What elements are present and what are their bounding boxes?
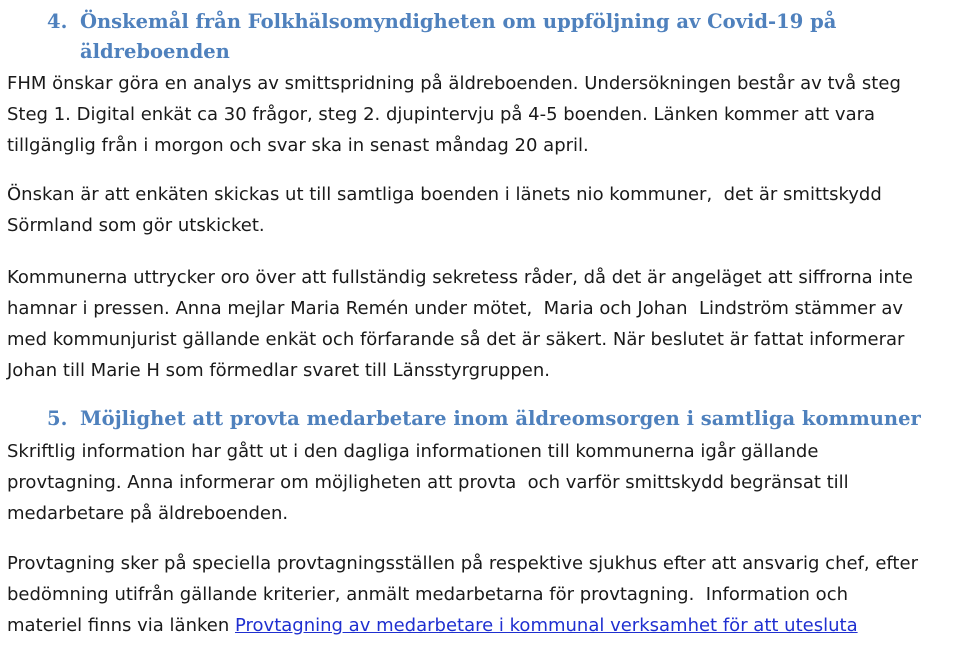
- text-line: bedömning utifrån gällande kriterier, anmält medarbetarna för provtagning. Information och: [7, 584, 848, 605]
- text-line: FHM önskar göra en analys av smittspridning på äldreboenden. Undersökningen består av två steg: [7, 73, 901, 94]
- section-4-paragraph-2: [7, 179, 882, 241]
- text-line: Provtagning sker på speciella provtagningsställen på respektive sjukhus efter att ansvarig chef, efter: [7, 553, 918, 574]
- text-line: tillgänglig från i morgon och svar ska in senast måndag 20 april.: [7, 135, 589, 156]
- text-line: med kommunjurist gällande enkät och förfarande så det är säkert. När beslutet är fattat informerar: [7, 329, 905, 350]
- provtagning-link[interactable]: Provtagning av medarbetare i kommunal verksamhet för att utesluta: [234, 615, 858, 636]
- section-5-title: Möjlighet att provta medarbetare inom äldreomsorgen i samtliga kommuner: [80, 407, 921, 430]
- text-line: Sörmland som gör utskicket.: [7, 215, 265, 236]
- text-line: Önskan är att enkäten skickas ut till samtliga boenden i länets nio kommuner, det är smittskydd: [7, 184, 882, 205]
- section-5-heading: [47, 404, 921, 434]
- section-5-number: 5.: [47, 407, 68, 430]
- link-prefix-text: materiel finns via länken: [7, 615, 235, 636]
- section-5-paragraph-2: [7, 548, 918, 641]
- section-4-heading: [47, 7, 836, 67]
- text-line: Steg 1. Digital enkät ca 30 frågor, steg 2. djupintervju på 4-5 boenden. Länken kommer att vara: [7, 104, 876, 125]
- section-4-number: 4.: [47, 10, 68, 33]
- section-4-title-line-1: Önskemål från Folkhälsomyndigheten om uppföljning av Covid-19 på: [80, 10, 837, 33]
- text-line: hamnar i pressen. Anna mejlar Maria Remén under mötet, Maria och Johan Lindström stämmer av: [7, 298, 904, 319]
- section-4-paragraph-1: [7, 68, 901, 161]
- text-line: medarbetare på äldreboenden.: [7, 503, 289, 524]
- text-line: Skriftlig information har gått ut i den dagliga informationen till kommunerna igår gällande: [7, 441, 819, 462]
- text-line: Johan till Marie H som förmedlar svaret till Länsstyrgruppen.: [7, 360, 550, 381]
- text-line: Kommunerna uttrycker oro över att fullständig sekretess råder, då det är angeläget att siffrorna inte: [7, 267, 913, 288]
- text-line: provtagning. Anna informerar om möjligheten att provta och varför smittskydd begränsat till: [7, 472, 849, 493]
- section-5-paragraph-1: [7, 436, 849, 529]
- section-4-paragraph-3: [7, 262, 913, 386]
- text-line-with-link: [7, 610, 918, 641]
- section-4-title-line-2: äldreboenden: [80, 40, 230, 63]
